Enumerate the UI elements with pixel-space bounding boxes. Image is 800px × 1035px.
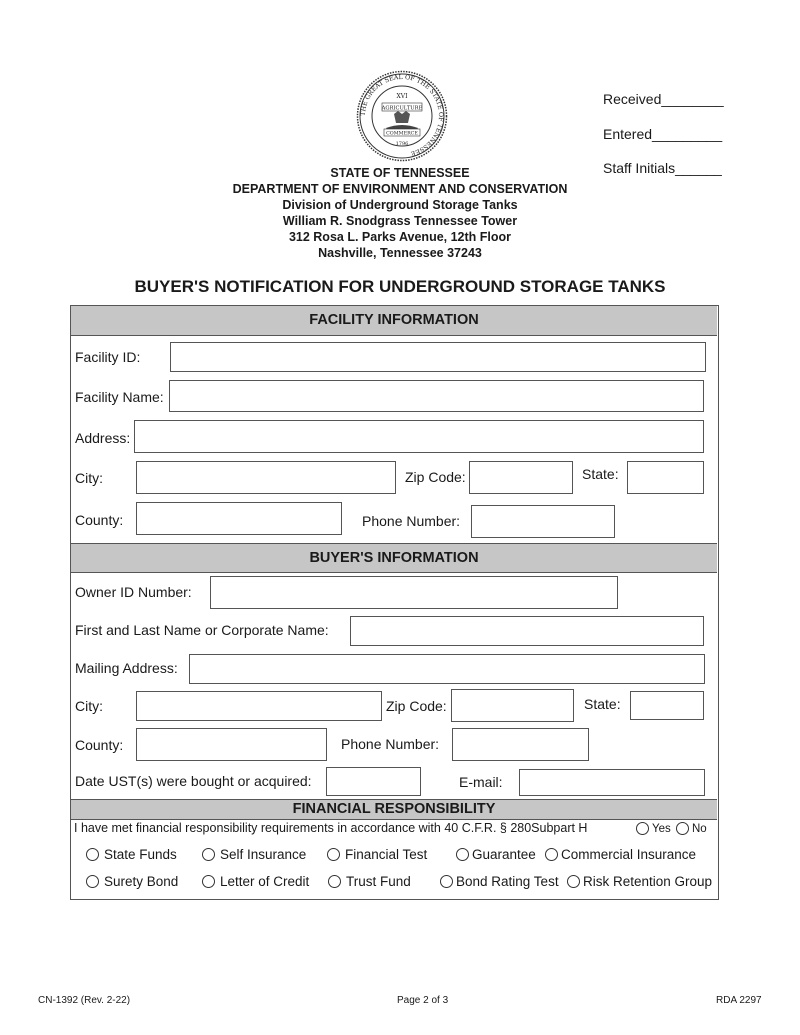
staff-initials-line: Staff Initials______ [603, 160, 722, 176]
footer-page-number: Page 2 of 3 [397, 995, 449, 1006]
header-line-state: STATE OF TENNESSEE [330, 166, 470, 180]
buyer-owner-id-label: Owner ID Number: [75, 584, 192, 600]
header-line-department: DEPARTMENT OF ENVIRONMENT AND CONSERVATION [232, 182, 568, 196]
option-letter-of-credit[interactable] [202, 874, 309, 889]
received-line: Received________ [603, 91, 724, 107]
radio-icon[interactable] [567, 875, 580, 888]
option-label: Bond Rating Test [456, 874, 559, 889]
seal-year: 1796 [395, 141, 409, 147]
buyer-zip-label: Zip Code: [386, 698, 447, 714]
facility-name-label: Facility Name: [75, 389, 164, 405]
buyer-city-input[interactable] [136, 691, 382, 721]
buyer-state-input[interactable] [630, 691, 704, 720]
no-label: No [692, 822, 707, 835]
buyer-date-input[interactable] [326, 767, 421, 796]
option-bond-rating-test[interactable] [440, 874, 559, 889]
option-label: Risk Retention Group [583, 874, 713, 889]
option-surety-bond[interactable] [86, 874, 178, 889]
buyer-owner-id-input[interactable] [210, 576, 618, 609]
option-risk-retention-group[interactable] [567, 874, 712, 889]
option-financial-test[interactable] [327, 847, 427, 862]
option-commercial-insurance[interactable] [545, 847, 696, 862]
seal-numeral: XVI [396, 93, 408, 100]
entered-line: Entered_________ [603, 126, 723, 142]
radio-icon[interactable] [456, 848, 469, 861]
radio-icon[interactable] [328, 875, 341, 888]
buyer-email-label: E-mail: [459, 774, 503, 790]
facility-county-label: County: [75, 512, 124, 528]
financial-section-heading: FINANCIAL RESPONSIBILITY [71, 799, 717, 820]
option-label: Financial Test [345, 847, 428, 862]
option-label: Guarantee [472, 847, 536, 862]
seal-ring-text: THE GREAT SEAL OF THE STATE OF TENNESSEE [359, 73, 445, 157]
buyer-state-label: State: [584, 696, 621, 712]
buyer-name-input[interactable] [350, 616, 704, 646]
buyer-county-label: County: [75, 737, 124, 753]
facility-phone-label: Phone Number: [362, 513, 461, 529]
facility-city-label: City: [75, 470, 103, 486]
option-label: Surety Bond [104, 874, 179, 889]
header-line-city: Nashville, Tennessee 37243 [318, 246, 482, 260]
footer-form-number: CN-1392 (Rev. 2-22) [38, 995, 131, 1006]
tennessee-state-seal [356, 70, 448, 162]
agency-header [170, 165, 630, 261]
facility-city-input[interactable] [136, 461, 396, 494]
header-line-building: William R. Snodgrass Tennessee Tower [282, 214, 518, 228]
buyer-county-input[interactable] [136, 728, 327, 761]
financial-yes-option[interactable] [636, 822, 671, 835]
radio-icon[interactable] [86, 875, 99, 888]
financial-statement: I have met financial responsibility requirements in accordance with 40 C.F.R. § 280Subpart H [74, 821, 588, 835]
facility-name-input[interactable] [169, 380, 704, 412]
option-self-insurance[interactable] [202, 847, 306, 862]
facility-state-input[interactable] [627, 461, 704, 494]
option-label: Commercial Insurance [561, 847, 697, 862]
yes-radio-icon[interactable] [636, 822, 649, 835]
facility-zip-input[interactable] [469, 461, 573, 494]
header-line-division: Division of Underground Storage Tanks [282, 198, 518, 212]
radio-icon[interactable] [440, 875, 453, 888]
radio-icon[interactable] [202, 875, 215, 888]
buyer-mailing-label: Mailing Address: [75, 660, 178, 676]
seal-agriculture: AGRICULTURE [381, 105, 423, 112]
option-label: State Funds [104, 847, 177, 862]
financial-no-option[interactable] [676, 822, 707, 835]
option-label: Self Insurance [220, 847, 307, 862]
option-trust-fund[interactable] [328, 874, 411, 889]
buyer-date-label: Date UST(s) were bought or acquired: [75, 773, 312, 789]
radio-icon[interactable] [545, 848, 558, 861]
form-title: BUYER'S NOTIFICATION FOR UNDERGROUND STORAGE TANKS [134, 277, 666, 296]
buyer-mailing-input[interactable] [189, 654, 705, 684]
seal-commerce: COMMERCE [386, 131, 418, 137]
facility-id-input[interactable] [170, 342, 706, 372]
facility-address-input[interactable] [134, 420, 704, 453]
header-line-street: 312 Rosa L. Parks Avenue, 12th Floor [288, 230, 512, 244]
facility-address-label: Address: [75, 430, 131, 446]
yes-label: Yes [652, 822, 671, 835]
buyer-name-label: First and Last Name or Corporate Name: [75, 622, 329, 638]
buyer-section-heading: BUYER'S INFORMATION [71, 543, 717, 573]
buyer-phone-label: Phone Number: [341, 736, 440, 752]
buyer-zip-input[interactable] [451, 689, 574, 722]
option-state-funds[interactable] [86, 847, 177, 862]
buyer-email-input[interactable] [519, 769, 705, 796]
option-label: Letter of Credit [220, 874, 310, 889]
option-guarantee[interactable] [456, 847, 536, 862]
no-radio-icon[interactable] [676, 822, 689, 835]
facility-phone-input[interactable] [471, 505, 615, 538]
facility-county-input[interactable] [136, 502, 342, 535]
buyer-phone-input[interactable] [452, 728, 589, 761]
radio-icon[interactable] [327, 848, 340, 861]
facility-zip-label: Zip Code: [405, 469, 466, 485]
option-label: Trust Fund [346, 874, 411, 889]
facility-section-heading: FACILITY INFORMATION [71, 305, 717, 336]
facility-id-label: Facility ID: [75, 349, 141, 365]
radio-icon[interactable] [202, 848, 215, 861]
facility-state-label: State: [582, 466, 619, 482]
radio-icon[interactable] [86, 848, 99, 861]
footer-rda: RDA 2297 [716, 995, 762, 1006]
buyer-city-label: City: [75, 698, 103, 714]
